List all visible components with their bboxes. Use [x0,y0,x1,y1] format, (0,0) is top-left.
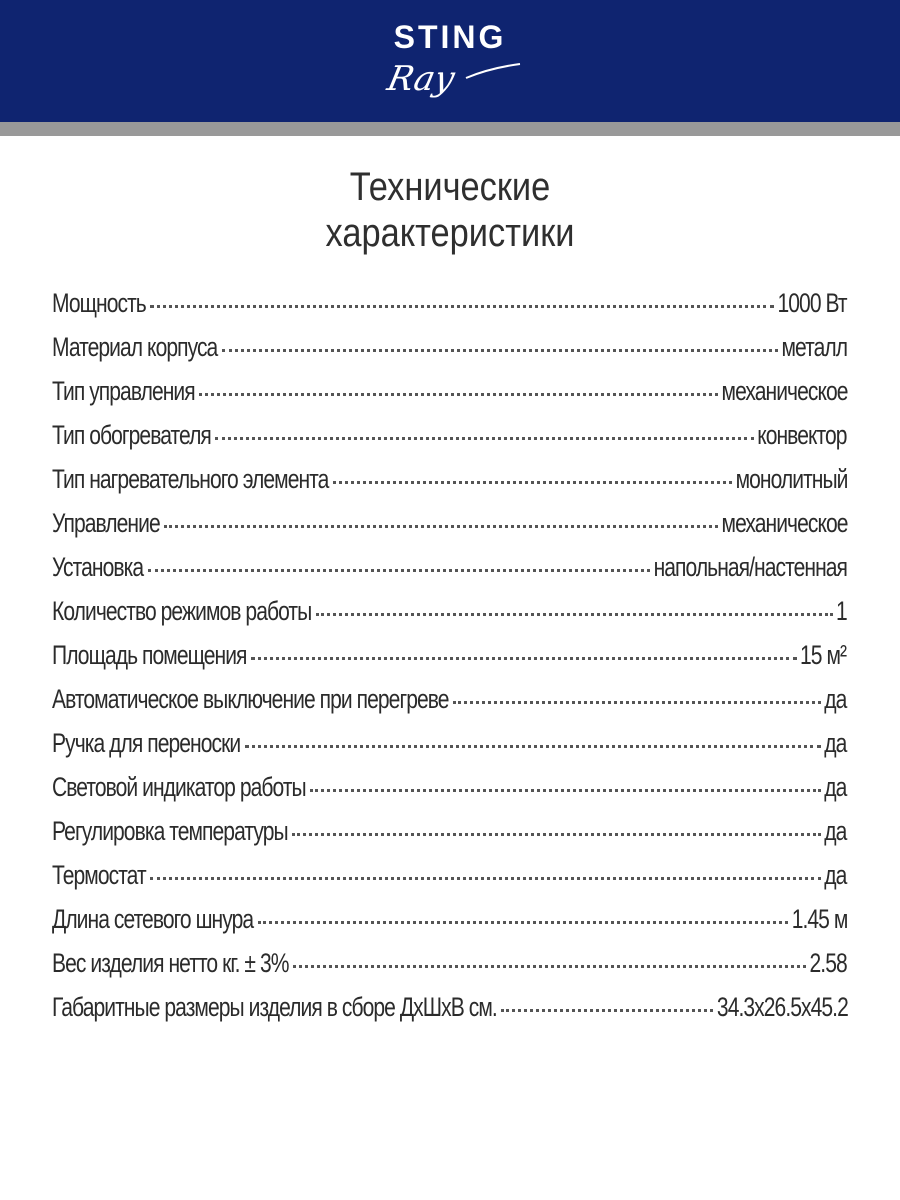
dot-leader [164,525,718,528]
dot-leader [501,1009,713,1012]
spec-row [52,288,848,332]
dot-leader [258,921,788,924]
spec-label: Световой индикатор работы [52,772,306,802]
spec-row [52,684,848,728]
spec-label-wrap [52,464,329,495]
spec-row [52,508,848,552]
spec-value-wrap [722,508,848,539]
spec-label: Тип нагревательного элемента [52,464,329,494]
spec-label-wrap [52,948,289,979]
spec-row [52,948,848,992]
spec-value: 1 [836,596,847,626]
spec-label-wrap [52,376,195,407]
spec-list [52,288,848,1036]
spec-label: Длина сетевого шнура [52,904,254,934]
spec-label: Материал корпуса [52,332,218,362]
spec-label: Тип управления [52,376,195,406]
spec-label-wrap [52,332,218,363]
spec-label: Регулировка температуры [52,816,288,846]
spec-value-wrap [801,640,848,671]
spec-label: Количество режимов работы [52,596,312,626]
page-title-line-2: характеристики [325,211,575,255]
dot-leader [251,657,797,660]
spec-value: 15 м² [800,640,847,670]
spec-label-wrap [52,552,144,583]
spec-row [52,596,848,640]
spec-label-wrap [52,992,497,1023]
spec-label-wrap [52,420,211,451]
spec-value: да [824,816,847,846]
spec-row [52,464,848,508]
spec-value-wrap [825,772,848,803]
spec-value: да [824,684,847,714]
spec-label: Мощность [52,288,146,318]
dot-leader [316,613,833,616]
spec-value-wrap [825,728,848,759]
spec-label: Управление [52,508,160,538]
spec-value-wrap [810,948,848,979]
spec-value: 1.45 м [791,904,848,934]
spec-row [52,772,848,816]
spec-row [52,376,848,420]
spec-label: Тип обогревателя [52,420,211,450]
spec-value-wrap [837,596,848,627]
spec-row [52,332,848,376]
spec-row [52,860,848,904]
spec-row [52,552,848,596]
spec-label-wrap [52,772,306,803]
spec-value-wrap [825,684,848,715]
page-title [63,164,837,256]
spec-label-wrap [52,640,247,671]
spec-label: Установка [52,552,144,582]
spec-label: Термостат [52,860,146,890]
spec-value-wrap [778,288,848,319]
spec-value: 1000 Вт [777,288,847,318]
spec-label: Площадь помещения [52,640,247,670]
spec-value: механическое [721,508,848,538]
spec-label: Автоматическое выключение при перегреве [52,684,449,714]
spec-value: металл [781,332,848,362]
spec-value: монолитный [735,464,848,494]
spec-value-wrap [717,992,848,1023]
dot-leader [150,877,821,880]
spec-value: да [824,860,847,890]
logo-swoosh [466,64,520,78]
page-title-line-1: Технические [349,165,551,209]
brand-logo [0,0,900,122]
spec-label: Вес изделия нетто кг. ± 3% [52,948,289,978]
spec-row [52,816,848,860]
spec-value: конвектор [757,420,847,450]
spec-row [52,640,848,684]
spec-value: механическое [721,376,848,406]
spec-row [52,420,848,464]
spec-value: 34.3х26.5х45.2 [716,992,848,1022]
spec-value-wrap [736,464,848,495]
spec-label-wrap [52,596,312,627]
dot-leader [333,481,732,484]
dot-leader [292,833,821,836]
header-stripe [0,122,900,136]
spec-value-wrap [758,420,848,451]
spec-value-wrap [654,552,848,583]
spec-value-wrap [782,332,848,363]
dot-leader [148,569,650,572]
spec-value: да [824,728,847,758]
spec-label-wrap [52,684,449,715]
sting-ray-logo [370,18,530,102]
dot-leader [453,701,821,704]
dot-leader [150,305,774,308]
spec-label-wrap [52,860,146,891]
spec-value-wrap [792,904,848,935]
spec-value: да [824,772,847,802]
spec-label-wrap [52,508,160,539]
spec-row [52,904,848,948]
spec-value-wrap [722,376,848,407]
spec-value: напольная/настенная [653,552,848,582]
spec-label: Габаритные размеры изделия в сборе ДхШхВ см. [52,992,497,1022]
dot-leader [293,965,806,968]
spec-row [52,992,848,1036]
spec-value-wrap [825,816,848,847]
dot-leader [215,437,754,440]
spec-label-wrap [52,288,146,319]
spec-label-wrap [52,904,254,935]
spec-value: 2.58 [809,948,847,978]
logo-text-sting: STING [393,19,507,55]
spec-label-wrap [52,816,288,847]
spec-row [52,728,848,772]
spec-label: Ручка для переноски [52,728,241,758]
dot-leader [310,789,821,792]
spec-label-wrap [52,728,241,759]
logo-text-ray: Ray [383,59,459,99]
dot-leader [199,393,718,396]
dot-leader [222,349,778,352]
dot-leader [245,745,821,748]
spec-value-wrap [825,860,848,891]
